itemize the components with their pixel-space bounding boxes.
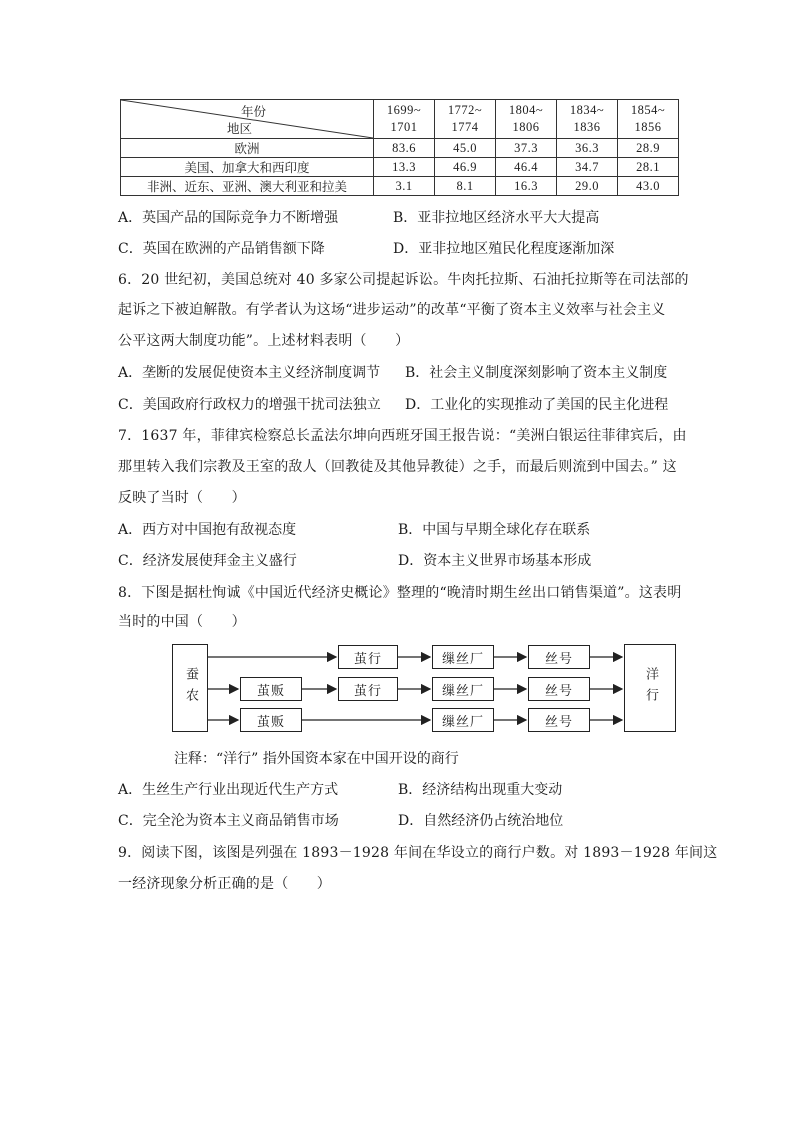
value-cell: 83.6	[374, 139, 435, 158]
table-row	[121, 177, 679, 196]
silk-export-flow-diagram	[172, 640, 676, 738]
q8-option-b[interactable]: B．经济结构出现重大变动	[398, 782, 563, 798]
value-cell: 43.0	[618, 177, 679, 196]
q7-option-d[interactable]: D．资本主义世界市场基本形成	[398, 553, 592, 569]
q7-stem-line2: 那里转入我们宗教及王室的敌人（回教徒及其他异教徒）之手，而最后则流到中国去。” 这	[118, 459, 677, 475]
value-cell: 28.1	[618, 158, 679, 177]
foreign-firm-box: 洋行	[624, 644, 676, 732]
reeling-factory-box: 缫丝厂	[432, 645, 494, 669]
value-cell: 3.1	[374, 177, 435, 196]
cocoon-firm-box: 茧行	[338, 677, 398, 701]
header-diagonal-cell	[121, 100, 374, 139]
q6-option-c[interactable]: C．美国政府行政权力的增强干扰司法独立	[118, 397, 381, 413]
q5-option-a[interactable]: A．英国产品的国际竞争力不断增强	[118, 210, 339, 226]
cocoon-dealer-box: 茧贩	[240, 677, 302, 701]
region-cell: 非洲、近东、亚洲、澳大利亚和拉美	[121, 177, 374, 196]
q8-stem-line2: 当时的中国（ ）	[118, 614, 246, 630]
period-header: 1804~ 1806	[496, 100, 557, 139]
cocoon-dealer-box: 茧贩	[240, 708, 302, 732]
q8-option-c[interactable]: C．完全沦为资本主义商品销售市场	[118, 813, 339, 829]
silk-shop-box: 丝号	[528, 677, 590, 701]
q6-option-a[interactable]: A．垄断的发展促使资本主义经济制度调节	[118, 365, 381, 381]
table-row	[121, 139, 679, 158]
value-cell: 28.9	[618, 139, 679, 158]
header-region-label: 地区	[227, 121, 253, 136]
q9-stem-line2: 一经济现象分析正确的是（ ）	[118, 876, 331, 892]
q7-option-b[interactable]: B．中国与早期全球化存在联系	[398, 522, 591, 538]
q6-stem-line2: 起诉之下被迫解散。有学者认为这场“进步运动”的改革“平衡了资本主义效率与社会主义	[118, 302, 666, 318]
q6-option-b[interactable]: B．社会主义制度深刻影响了资本主义制度	[405, 365, 668, 381]
q6-stem-line1: 6．20 世纪初，美国总统对 40 多家公司提起诉讼。牛肉托拉斯、石油托拉斯等在司法部的	[118, 272, 689, 288]
header-year-label: 年份	[241, 104, 267, 119]
q6-option-d[interactable]: D．工业化的实现推动了美国的民主化进程	[405, 397, 669, 413]
value-cell: 37.3	[496, 139, 557, 158]
q6-stem-line3: 公平这两大制度功能”。上述材料表明（ ）	[118, 333, 410, 349]
silk-shop-box: 丝号	[528, 708, 590, 732]
q5-option-c[interactable]: C．英国在欧洲的产品销售额下降	[118, 241, 325, 257]
reeling-factory-box: 缫丝厂	[432, 708, 494, 732]
silk-shop-box: 丝号	[528, 645, 590, 669]
q7-stem-line3: 反映了当时（ ）	[118, 490, 246, 506]
diagram-note: 注释：“洋行” 指外国资本家在中国开设的商行	[174, 751, 459, 767]
value-cell: 34.7	[557, 158, 618, 177]
q8-option-a[interactable]: A．生丝生产行业出现近代生产方式	[118, 782, 339, 798]
cocoon-firm-box: 茧行	[338, 645, 398, 669]
value-cell: 8.1	[435, 177, 496, 196]
value-cell: 46.4	[496, 158, 557, 177]
q5-option-d[interactable]: D．亚非拉地区殖民化程度逐渐加深	[393, 241, 615, 257]
region-cell: 美国、加拿大和西印度	[121, 158, 374, 177]
q7-stem-line1: 7．1637 年，菲律宾检察总长孟法尔坤向西班牙国王报告说：“美洲白银运往菲律宾后，由	[118, 428, 687, 444]
q5-option-b[interactable]: B．亚非拉地区经济水平大大提高	[393, 210, 600, 226]
value-cell: 13.3	[374, 158, 435, 177]
reeling-factory-box: 缫丝厂	[432, 677, 494, 701]
table-header-row	[121, 100, 679, 139]
trade-share-table	[120, 99, 679, 196]
period-header: 1834~ 1836	[557, 100, 618, 139]
period-header: 1699~ 1701	[374, 100, 435, 139]
period-header: 1772~ 1774	[435, 100, 496, 139]
value-cell: 46.9	[435, 158, 496, 177]
value-cell: 16.3	[496, 177, 557, 196]
value-cell: 36.3	[557, 139, 618, 158]
value-cell: 29.0	[557, 177, 618, 196]
q8-option-d[interactable]: D．自然经济仍占统治地位	[398, 813, 564, 829]
q9-stem-line1: 9．阅读下图，该图是列强在 1893－1928 年间在华设立的商行户数。对 1893－1928 年间这	[118, 845, 718, 861]
region-cell: 欧洲	[121, 139, 374, 158]
value-cell: 45.0	[435, 139, 496, 158]
q8-stem-line1: 8．下图是据杜恂诚《中国近代经济史概论》整理的“晚清时期生丝出口销售渠道”。这表明	[118, 585, 682, 601]
period-header: 1854~ 1856	[618, 100, 679, 139]
table-row	[121, 158, 679, 177]
silk-farmers-box: 蚕农	[172, 644, 208, 732]
q7-option-a[interactable]: A．西方对中国抱有敌视态度	[118, 522, 297, 538]
q7-option-c[interactable]: C．经济发展使拜金主义盛行	[118, 553, 297, 569]
